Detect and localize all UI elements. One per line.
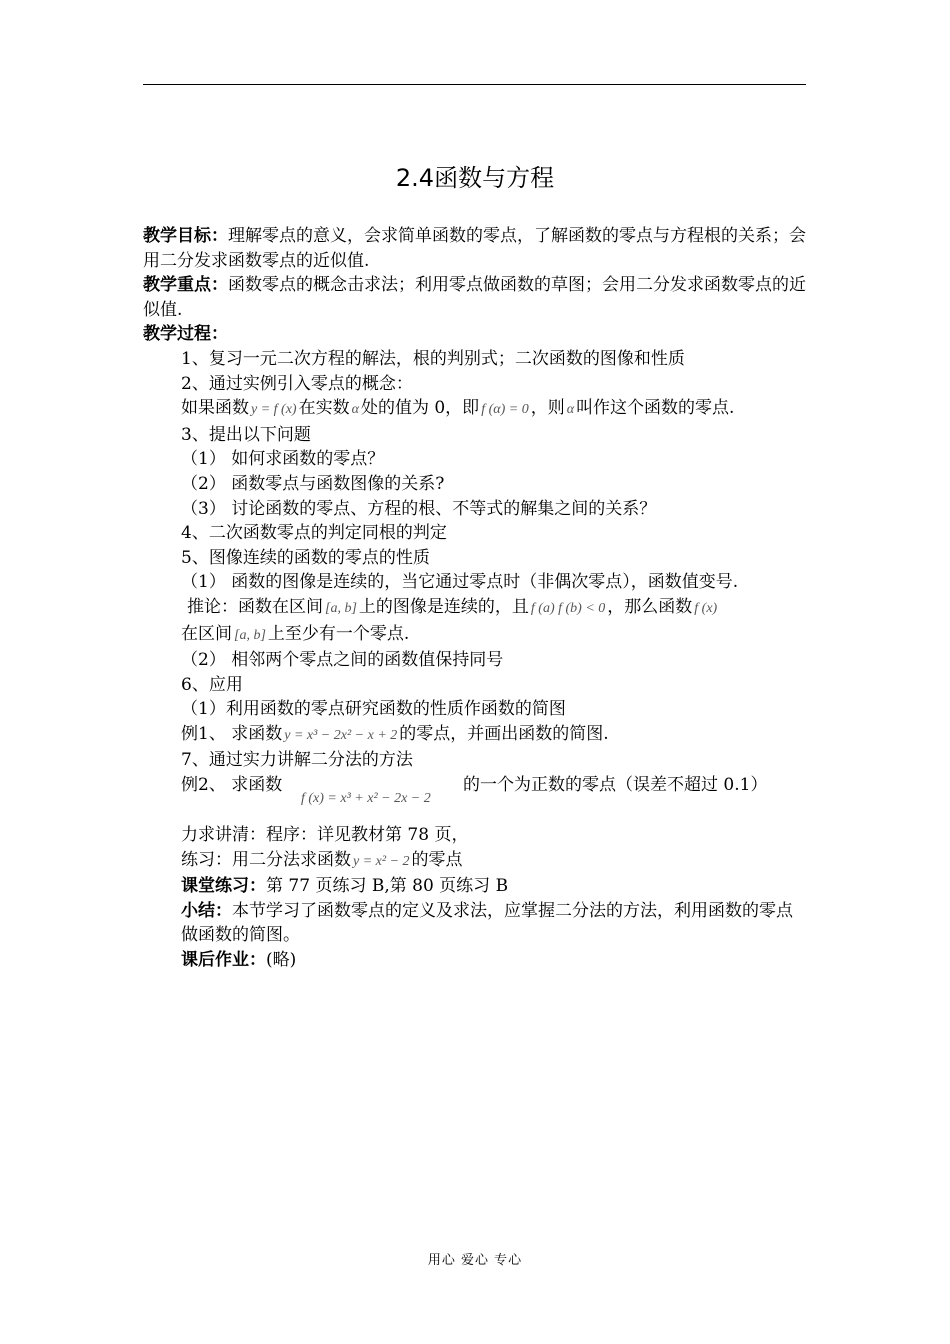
def-text-e: 叫作这个函数的零点. [576,398,735,419]
def-text-a: 如果函数 [181,398,249,419]
homework-line [143,948,808,973]
step-5: 5、图像连续的函数的零点的性质 [181,547,430,568]
document-body [143,224,808,973]
def-alpha: α [351,402,359,418]
homework-label: 课后作业： [181,950,266,971]
objectives-label: 教学目标： [143,226,228,246]
def-text-b: 在实数 [298,398,350,419]
focus-paragraph [143,273,808,322]
page-footer: 用心 爱心 专心 [427,1253,523,1268]
inference2-text-b: 上至少有一个零点. [267,623,410,644]
step-7: 7、通过实力讲解二分法的方法 [181,750,413,771]
focus-text: 函数零点的概念击求法；利用零点做函数的草图；会用二分发求函数零点的近似值. [143,275,806,320]
example-2-text-b: 的一个为正数的零点（误差不超过 0.1） [463,775,768,796]
inference-line-2 [143,622,808,649]
objectives-text: 理解零点的意义，会求简单函数的零点，了解函数的零点与方程根的关系；会用二分发求函数零点的近似值. [143,226,806,271]
step-3: 3、提出以下问题 [181,424,311,445]
inference-text-b: 上的图像是连续的，且 [358,596,529,617]
classwork-text: 第 77 页练习 B,第 80 页练习 B [266,876,509,897]
classwork-label: 课堂练习： [181,876,266,897]
example-1-formula: y = x³ − 2x² − x + 2 [284,727,398,743]
inference-formula: f (a) f (b) < 0 [530,600,606,616]
step-4: 4、二次函数零点的判定同根的判定 [181,523,447,544]
practice-line [143,848,808,875]
question-1: （1） 如何求函数的零点？ [181,449,385,470]
objectives-paragraph [143,224,808,273]
homework-text: (略) [266,950,297,971]
summary-text: 本节学习了函数零点的定义及求法，应掌握二分法的方法，利用函数的零点做函数的简图。 [181,900,793,946]
question-3: （3） 讨论函数的零点、方程的根、不等式的解集之间的关系？ [181,498,657,519]
zero-definition [143,396,808,423]
application-1: （1）利用函数的零点研究函数的性质作函数的简图 [181,699,566,720]
def-text-d: ，则 [530,398,565,419]
inference-line-1 [143,595,808,622]
page-title: 2.4函数与方程 [395,164,555,192]
inference-interval: [a, b] [325,600,357,616]
step-2: 2、通过实例引入零点的概念： [181,373,413,394]
step-1: 1、复习一元二次方程的解法，根的判别式；二次函数的图像和性质 [181,348,685,369]
summary-label: 小结： [181,900,232,921]
practice-formula: y = x² − 2 [353,853,410,869]
summary-paragraph [143,899,808,948]
inference2-text-a: 在区间 [181,623,232,644]
header-rule [143,84,806,85]
example-2 [143,773,808,823]
question-2: （2） 函数零点与函数图像的关系? [181,473,445,494]
practice-text-b: 的零点 [411,849,463,870]
example-2-formula: f (x) = x³ + x² − 2x − 2 [301,791,431,807]
inference-text-a: 推论：函数在区间 [187,596,323,617]
inference-text-c: ，那么函数 [607,596,693,617]
focus-label: 教学重点： [143,275,228,296]
process-label: 教学过程： [143,324,228,345]
def-formula-f-alpha: f (α) = 0 [481,402,529,418]
classwork-line [143,874,808,899]
practice-text-a: 练习：用二分法求函数 [181,849,351,870]
inference2-interval: [a, b] [234,627,266,643]
property-1: （1） 函数的图像是连续的，当它通过零点时（非偶次零点），函数值变号. [181,572,739,593]
example-1-text-b: 的零点，并画出函数的简图. [399,723,609,744]
step-6: 6、应用 [181,674,243,695]
example-2-text-a: 例2、 求函数 [181,775,283,796]
example-1 [143,722,808,749]
explain-line: 力求讲清：程序：详见教材第 78 页， [181,825,469,846]
def-formula-y: y = f (x) [251,402,297,418]
property-2: （2） 相邻两个零点之间的函数值保持同号 [181,650,504,671]
def-alpha-2: α [566,402,575,418]
example-1-text-a: 例1、 求函数 [181,723,283,744]
inference-fx: f (x) [694,600,718,616]
def-text-c: 处的值为 0，即 [360,398,480,419]
